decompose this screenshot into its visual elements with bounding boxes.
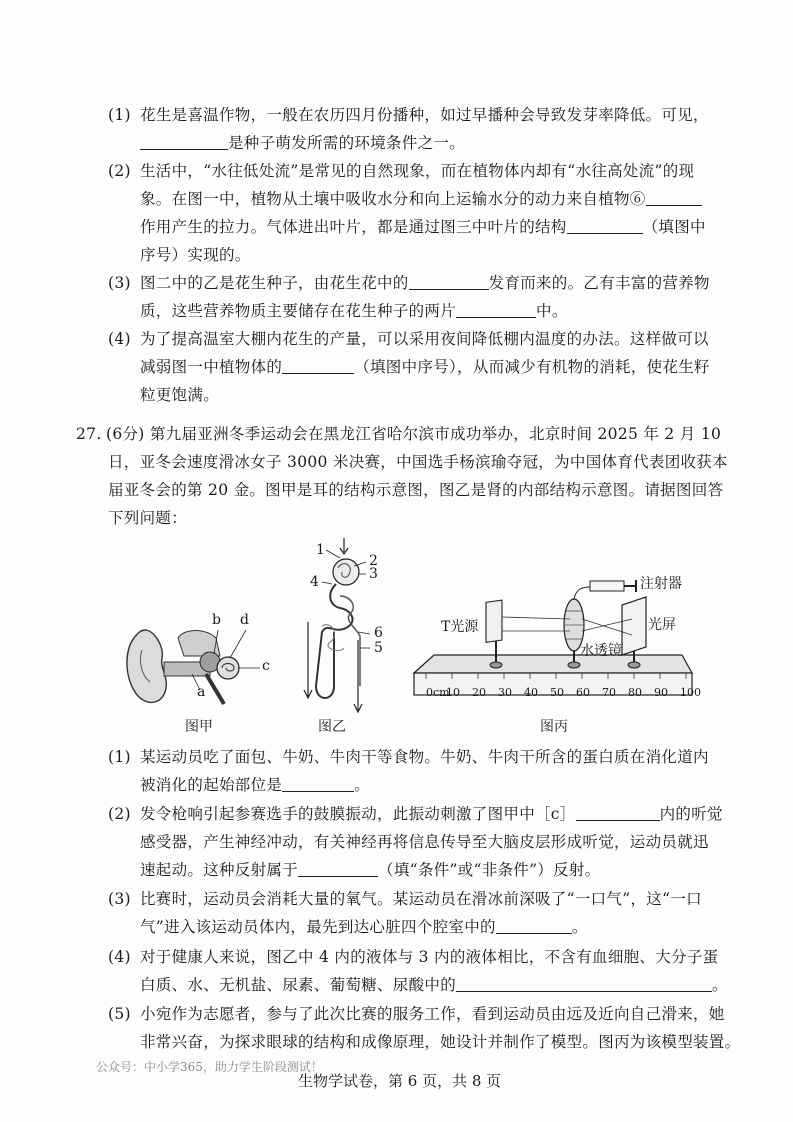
q27-p2-line3b: （填“条件”或“非条件”）反射。: [378, 861, 601, 879]
answer-blank[interactable]: [282, 357, 354, 374]
q27-intro2: 日，亚冬会速度滑冰女子 3000 米决赛，中国选手杨滨瑜夺冠，为中国体育代表团收获本: [108, 453, 728, 471]
q26-p4-line2-wrap: [140, 356, 710, 378]
q26-p4-line1: 为了提高温室大棚内花生的产量，可以采用夜间降低棚内温度的办法。这样做可以: [140, 330, 709, 348]
ear-label-b: b: [212, 612, 221, 628]
q27-p2-line1-wrap: [140, 803, 723, 825]
figure-bing-caption: 图丙: [540, 719, 568, 735]
ruler-tick-label: 90: [654, 686, 668, 699]
q27-p4-line2-wrap: [140, 974, 728, 996]
q26-p2-line1: 生活中，“水往低处流”是常见的自然现象，而在植物体内却有“水往高处流”的现: [140, 162, 695, 180]
answer-blank[interactable]: [496, 917, 572, 934]
q26-p3-line1a: 图二中的乙是花生种子，由花生花中的: [140, 274, 409, 292]
q27-num: 27.: [76, 425, 102, 443]
ear-label-c: c: [262, 658, 270, 674]
answer-blank[interactable]: [576, 804, 660, 821]
q26-p4-line2b: （填图中序号），从而减少有机物的消耗，使花生籽: [354, 358, 710, 376]
nephron-label-3: 3: [369, 566, 378, 582]
syringe-label: 注射器: [640, 576, 682, 592]
q26-p2-line3b: （填图中: [642, 218, 706, 236]
ruler-tick-label: 80: [628, 686, 642, 699]
ruler-tick-label: 60: [576, 686, 590, 699]
ruler-tick-label: 0cm: [426, 686, 450, 699]
q27-p5-line2: 非常兴奋，为探求眼球的结构和成像原理，她设计并制作了模型。图丙为该模型装置。: [140, 1033, 741, 1051]
q27-p5-num: (5): [108, 1005, 131, 1023]
q27-p1-line2-wrap: [140, 774, 370, 796]
answer-blank[interactable]: [298, 860, 378, 877]
q27-p3-line1: 比赛时，运动员会消耗大量的氧气。某运动员在滑冰前深吸了“一口气”，这“一口: [140, 890, 702, 908]
answer-blank[interactable]: [646, 189, 702, 206]
q26-p4-line2a: 减弱图一中植物体的: [140, 358, 283, 376]
answer-blank[interactable]: [567, 217, 643, 234]
q26-p3-line1-wrap: [140, 272, 710, 294]
q26-p1-line1: 花生是喜温作物，一般在农历四月份播种，如过早播种会导致发芽率降低。可见，: [140, 106, 709, 124]
q26-p3-line2a: 质，这些营养物质主要储存在花生种子的两片: [140, 302, 457, 320]
ruler-tick-label: 50: [550, 686, 564, 699]
q27-p5-line1: 小宛作为志愿者，参与了此次比赛的服务工作，看到运动员由远及近向自己滑来，她: [140, 1005, 725, 1023]
nephron-label-2: 2: [369, 553, 378, 569]
ear-label-a: a: [197, 684, 206, 700]
answer-blank[interactable]: [456, 301, 536, 318]
q27-p1-line2b: 。: [354, 776, 371, 794]
q26-p3-line1b: 发育而来的。乙有丰富的营养物: [488, 274, 710, 292]
ruler-tick-label: 30: [498, 686, 512, 699]
q27-p2-line1a: 发令枪响引起参赛选手的鼓膜振动，此振动刺激了图甲中［c］: [140, 805, 576, 823]
ruler-tick-label: 40: [524, 686, 538, 699]
q26-p3-line2b: 中。: [536, 302, 568, 320]
q26-p2-line2: 象。在图一中，植物从土壤中吸收水分和向上运输水分的动力来自植物⑥: [140, 190, 646, 208]
q26-p2-line3-wrap: [140, 216, 706, 238]
q26-p2-line4: 序号）实现的。: [140, 246, 251, 264]
watermark: 公众号：中小学365，助力学生阶段测试！: [96, 1060, 323, 1074]
q26-p1-line2: 是种子萌发所需的环境条件之一。: [228, 134, 466, 152]
q27-p4-line2b: 。: [712, 976, 728, 994]
q26-p4-num: (4): [108, 330, 131, 348]
answer-blank[interactable]: [282, 775, 354, 792]
ruler-tick-label: 20: [472, 686, 486, 699]
nephron-label-1: 1: [316, 542, 325, 558]
page-footer: 生物学试卷，第 6 页，共 8 页: [298, 1072, 502, 1090]
q26-p2-line2-wrap: [140, 188, 702, 210]
q27-p3-num: (3): [108, 890, 131, 908]
q27-p4-num: (4): [108, 948, 131, 966]
q26-p1-line2-wrap: [140, 132, 465, 154]
q27-p2-num: (2): [108, 805, 131, 823]
q26-p2-num: (2): [108, 162, 131, 180]
q27-p3-line2b: 。: [571, 918, 588, 936]
q27-p1-line1: 某运动员吃了面包、牛奶、牛肉干等食物。牛奶、牛肉干所含的蛋白质在消化道内: [140, 748, 709, 766]
light-source-label: T光源: [441, 619, 479, 635]
figure-jia-caption: 图甲: [185, 719, 213, 735]
q27-p1-num: (1): [108, 748, 131, 766]
q27-p4-line1: 对于健康人来说，图乙中 4 内的液体与 3 内的液体相比，不含有血细胞、大分子蛋: [140, 948, 719, 966]
q26-p3-num: (3): [108, 274, 131, 292]
q26-p1-num: (1): [108, 106, 131, 124]
q27-p2-line3-wrap: [140, 859, 601, 881]
nephron-label-5: 5: [374, 640, 383, 656]
ruler-tick-label: 70: [602, 686, 616, 699]
nephron-label-4: 4: [310, 574, 319, 590]
ear-label-d: d: [240, 612, 249, 628]
answer-blank[interactable]: [456, 975, 712, 992]
q26-p2-line3a: 作用产生的拉力。气体进出叶片，都是通过图三中叶片的结构: [140, 218, 567, 236]
q26-p4-line3: 粒更饱满。: [140, 386, 220, 404]
q27-p4-line2a: 白质、水、无机盐、尿素、葡萄糖、尿酸中的: [140, 976, 457, 994]
q27-intro4: 下列问题：: [108, 509, 188, 527]
q27-intro1: (6分) 第九届亚洲冬季运动会在黑龙江省哈尔滨市成功举办，北京时间 2025 年 2 月 10: [106, 425, 722, 443]
q27-intro3: 届亚冬会的第 20 金。图甲是耳的结构示意图，图乙是肾的内部结构示意图。请据图回答: [108, 481, 724, 499]
lens-label: 水透镜: [580, 643, 622, 659]
q27-p2-line1b: 内的听觉: [659, 805, 723, 823]
q27-p3-line2a: 气”进入该运动员体内，最先到达心脏四个腔室中的: [140, 918, 496, 936]
screen-label: 光屏: [648, 617, 676, 633]
q26-p3-line2-wrap: [140, 300, 568, 322]
ruler-tick-label: 100: [680, 686, 701, 699]
answer-blank[interactable]: [409, 273, 489, 290]
ruler-tick-label: 10: [446, 686, 460, 699]
nephron-label-6: 6: [374, 625, 383, 641]
nephron-diagram: [300, 536, 380, 714]
answer-blank[interactable]: [140, 133, 228, 150]
figure-yi-caption: 图乙: [318, 719, 346, 735]
q27-p3-line2-wrap: [140, 916, 588, 938]
q27-p1-line2a: 被消化的起始部位是: [140, 776, 283, 794]
q27-p2-line3a: 速起动。这种反射属于: [140, 861, 299, 879]
q27-p2-line2: 感受器，产生神经冲动，有关神经再将信息传导至大脑皮层形成听觉，运动员就迅: [140, 833, 709, 851]
